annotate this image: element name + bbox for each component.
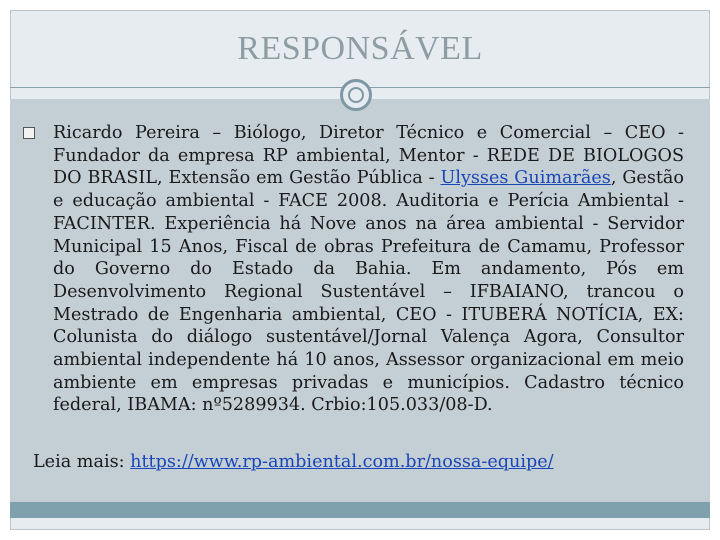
bottom-accent-bar bbox=[10, 502, 710, 518]
bio-paragraph bbox=[53, 122, 684, 417]
circle-ornament-icon bbox=[340, 79, 372, 111]
circle-ornament-inner bbox=[348, 87, 364, 103]
checkbox-bullet-icon bbox=[23, 127, 35, 139]
slide-title: RESPONSÁVEL bbox=[237, 30, 483, 67]
bio-text-part2: , Gestão e educação ambiental - FACE 2008. Auditoria e Perícia Ambiental - FACINTER. Experiência há Nove anos na área ambiental - Servidor Municipal 15 Anos, Fiscal de obras Prefeitura de Camamu, Professor do Governo do Estado da Bahia. Em andamento, Pós em Desenvolvimento Regional Sustentável – IFBAIANO, trancou o Mestrado de Engenharia ambiental, CEO - ITUBERÁ NOTÍCIA, EX: Colunista do diálogo sustentável/Jornal Valença Agora, Consultor ambiental independente há 10 anos, Assessor organizacional em meio ambiente em empresas privadas e municípios. Cadastro técnico federal, IBAMA: nº5289934. Crbio:105.033/08-D. bbox=[53, 168, 684, 416]
ulysses-guimaraes-link[interactable]: Ulysses Guimarães bbox=[440, 168, 611, 189]
read-more-link[interactable]: https://www.rp-ambiental.com.br/nossa-equipe/ bbox=[130, 452, 554, 472]
bio-bullet-item bbox=[23, 122, 684, 417]
read-more-line bbox=[33, 452, 673, 472]
read-more-label: Leia mais: bbox=[33, 452, 131, 472]
bio-text-part1: Ricardo Pereira – Biólogo, Diretor Técnico e Comercial – CEO - Fundador da empresa RP ambiental, Mentor - REDE DE BIOLOGOS DO BRASIL, Extensão em Gestão Pública - bbox=[53, 123, 684, 189]
